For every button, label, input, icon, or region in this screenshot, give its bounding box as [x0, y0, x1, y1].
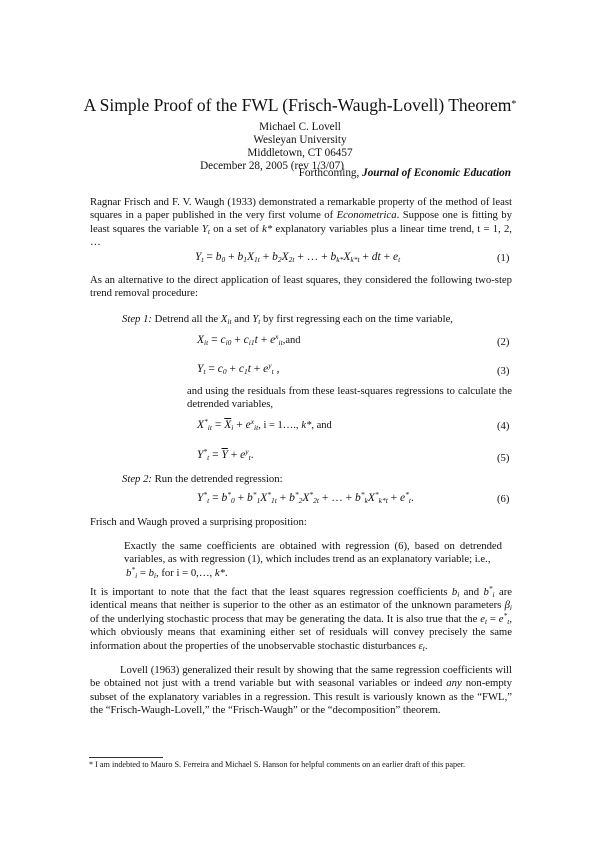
institution: Wesleyan University	[253, 134, 347, 146]
equation-3: $Y_t = c_0 + c_1t + e^y_t$ ,	[197, 361, 280, 376]
author-name: Michael C. Lovell	[259, 121, 341, 133]
journal-name: Journal of Economic Education	[362, 167, 511, 179]
footnote: * I am indebted to Mauro S. Ferreira and Michael S. Hanson for helpful comments on an earlier draft of this paper.	[89, 760, 466, 769]
paper-title: A Simple Proof of the FWL (Frisch-Waugh-Lovell) Theorem*	[83, 95, 517, 115]
equation-number-2: (2)	[497, 336, 510, 348]
equation-number-4: (4)	[497, 420, 510, 432]
equation-4: $X^*_{it} = \overline{X}_i + e^x_{it}$, i = 1…., k*, and	[197, 417, 332, 432]
title-footnote-marker: *	[511, 99, 517, 110]
paragraph-lovell: Lovell (1963) generalized their result by showing that the same regression coefficients will be obtained not just with a trend variable but with seasonal variables or indeed any non-empty subset of the explanatory variables in a regression. This result is variously known as the “FWL,” the “Frisch-Waugh-Lovell,” the “Frisch-Waugh” or the “decomposition” theorem.	[90, 664, 512, 717]
footnote-divider	[89, 757, 163, 758]
equation-number-5: (5)	[497, 452, 510, 464]
equation-5: $Y^*_t = \overline{Y} + e^y_t$.	[197, 447, 254, 462]
equation-number-6: (6)	[497, 493, 510, 505]
residuals-text: and using the residuals from these least-squares regressions to calculate the detrended variables,	[187, 385, 512, 411]
equation-6: $Y^*_t = b^*_0 + b^*_1X^*_{1t} + b^*_2X^*_{2t}$ + … + $b^*_kX^*_{k*t} + e^*_t$.	[197, 490, 414, 505]
footnote-marker: *	[89, 760, 94, 769]
paragraph-proposition: Frisch and Waugh proved a surprising proposition:	[90, 516, 307, 528]
paragraph-alternative: As an alternative to the direct application of least squares, they considered the following two-step trend removal procedure:	[90, 274, 512, 300]
paragraph-intro: Ragnar Frisch and F. V. Waugh (1933) demonstrated a remarkable property of the method of least squares in a paper published in the very first volume of Econometrica. Suppose one is fitting by least squares the variable $Y_t$ on a set of k* explanatory variables plus a linear time trend, t = 1, 2, …	[90, 196, 512, 249]
equation-1: $Y_t = b_0 + b_1X_{1t} + b_2X_{2t}$ + … + $b_{k*}X_{k*t}$ + dt + $e_t$	[195, 251, 401, 264]
equation-number-1: (1)	[497, 252, 510, 264]
proposition-quote: Exactly the same coefficients are obtained with regression (6), based on detrended variables, as with regression (1), which includes trend as an explanatory variable; i.e., $b^*_i = b_i$, for i = 0,…, k*.	[124, 540, 502, 580]
address: Middletown, CT 06457	[247, 147, 353, 159]
equation-2: $X_{it} = c_{i0} + c_{i1}t + e^x_{it},and$	[197, 332, 301, 347]
step1-text: Step 1: Detrend all the $X_{it}$ and $Y_t$ by first regressing each on the time variable,	[122, 313, 453, 326]
forthcoming-note: Forthcoming, Journal of Economic Education	[298, 167, 511, 179]
equation-number-3: (3)	[497, 365, 510, 377]
step2-text: Step 2: Run the detrended regression:	[122, 473, 283, 485]
paragraph-importance: It is important to note that the fact that the least squares regression coefficients $b_i$ and $b^*_i$ are identical means that neither is superior to the other as an estimator of the unknown parameters $\beta_i$ of the underlying stochastic process that may be generating the data. It is also true that the $e_t = e^*_t$, which obviously means that examining either set of residuals will convey precisely the same information about the properties of the unobservable stochastic disturbances $\varepsilon_t$.	[90, 584, 512, 653]
date: December 28, 2005 (rev 1/3/07)	[200, 160, 344, 172]
